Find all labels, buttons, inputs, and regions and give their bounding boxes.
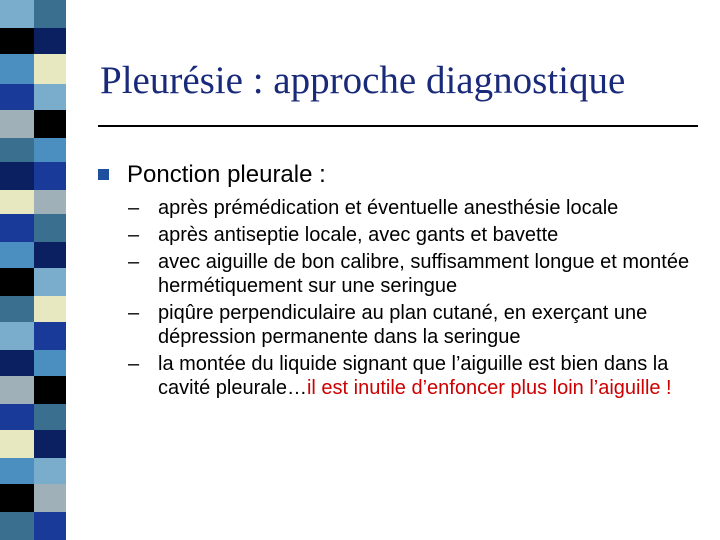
dash-bullet: –: [128, 302, 140, 324]
dash-bullet: –: [128, 224, 140, 246]
sub-bullet-text: après antiseptie locale, avec gants et bavette: [158, 224, 559, 246]
sub-bullet-item: [128, 223, 708, 247]
main-point-text: Ponction pleurale :: [127, 161, 326, 188]
slide-title: Pleurésie : approche diagnostique: [100, 59, 626, 102]
sub-bullet-text: la montée du liquide signant que l’aiguille est bien dans la cavité pleurale…: [158, 353, 669, 399]
sub-bullet-text: piqûre perpendiculaire au plan cutané, en exerçant une dépression permanente dans la seringue: [158, 302, 648, 348]
dash-bullet: –: [128, 251, 140, 273]
square-bullet-icon: [98, 169, 109, 180]
emphasis-text: il est inutile d’enfoncer plus loin l’aiguille !: [306, 377, 672, 399]
title-divider: [98, 125, 698, 127]
sub-bullet-text: avec aiguille de bon calibre, suffisamment longue et montée hermétiquement sur une seringue: [158, 251, 690, 297]
sub-bullet-item: [128, 250, 708, 298]
sub-bullet-list: [128, 196, 708, 403]
sub-bullet-item: [128, 301, 708, 349]
sub-bullet-item: [128, 196, 708, 220]
dash-bullet: –: [128, 197, 140, 219]
dash-bullet: –: [128, 353, 140, 375]
sub-bullet-item: [128, 352, 708, 400]
sub-bullet-text: après prémédication et éventuelle anesthésie locale: [158, 197, 619, 219]
decorative-side-stripe: [0, 0, 66, 540]
main-bullet-item: [98, 158, 326, 192]
